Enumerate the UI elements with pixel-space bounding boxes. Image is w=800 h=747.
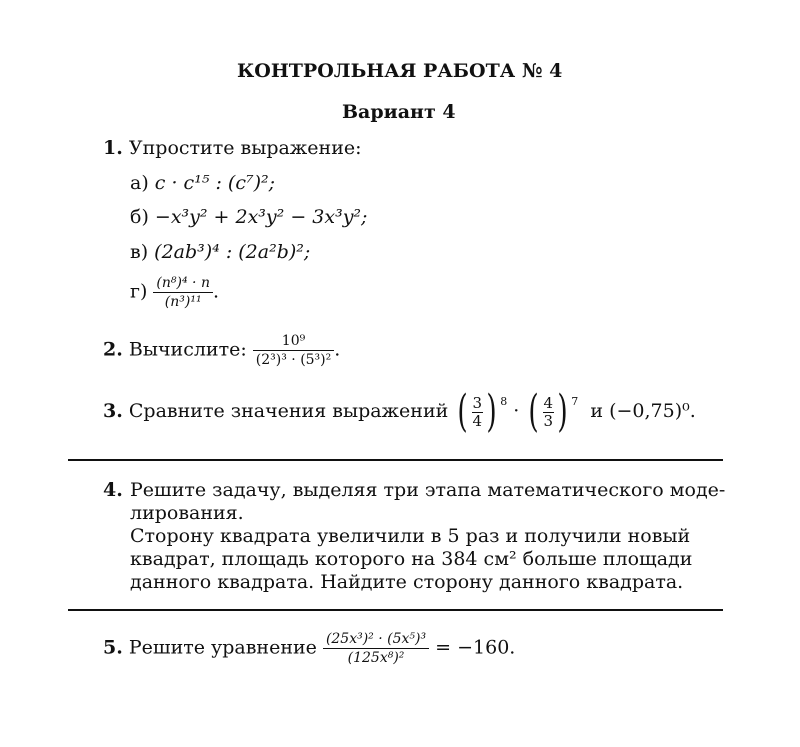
text-line: лирования. <box>130 502 244 524</box>
item-letter: в) <box>130 241 149 263</box>
fraction-denominator: 3 <box>543 411 554 430</box>
equation-rhs: = −160. <box>435 636 516 659</box>
task-1-item-a <box>130 174 275 193</box>
text-line: квадрат, площадь которого на 384 см² больше площади <box>130 548 693 570</box>
task-number: 4. <box>103 479 123 501</box>
fraction-numerator: 10⁹ <box>253 334 334 351</box>
expression: (−0,75)⁰. <box>609 400 696 422</box>
task-prompt: Вычислите: <box>128 338 247 361</box>
item-expression: −x³y² + 2x³y² − 3x³y²; <box>154 206 368 228</box>
fraction <box>472 393 484 430</box>
item-letter: б) <box>130 206 149 228</box>
task-1-item-v <box>130 243 310 262</box>
task-2 <box>103 334 340 367</box>
task-number: 5. <box>103 636 123 659</box>
fraction-numerator: (25x³)² · (5x⁵)³ <box>323 632 429 649</box>
fraction-denominator: (2³)³ · (5³)² <box>255 352 332 368</box>
power: 7 <box>571 394 579 408</box>
task-prompt: Сравните значения выражений <box>128 400 449 422</box>
task-1-heading <box>103 139 362 158</box>
fraction-numerator: (n⁸)⁴ · n <box>153 276 213 293</box>
task-prompt: Решите уравнение <box>128 636 317 659</box>
task-prompt: Упростите выражение: <box>128 137 362 159</box>
task-number: 3. <box>103 400 123 422</box>
fraction <box>543 393 555 430</box>
task-number: 2. <box>103 338 123 361</box>
fraction <box>253 334 334 367</box>
item-expression: (2ab³)⁴ : (2a²b)²; <box>154 241 311 263</box>
power: 8 <box>500 394 508 408</box>
item-expression: c · c¹⁵ : (c⁷)²; <box>154 172 276 194</box>
task-4-text <box>130 479 725 594</box>
variant-label: Вариант 4 <box>342 101 456 123</box>
conjunction: и <box>590 400 604 422</box>
fraction-denominator: (n³)¹¹ <box>164 294 202 310</box>
dot-operator: · <box>513 400 520 422</box>
fraction-denominator: (125x⁸)² <box>347 650 405 666</box>
divider <box>68 609 723 611</box>
fraction-numerator: 3 <box>472 393 483 412</box>
task-1-item-b <box>130 208 367 227</box>
text-line: Решите задачу, выделяя три этапа математического моде- <box>130 479 726 501</box>
fraction <box>323 632 429 665</box>
fraction-numerator: 4 <box>543 393 554 412</box>
item-letter: а) <box>130 172 149 194</box>
fraction-denominator: 4 <box>472 411 483 430</box>
task-number: 1. <box>103 137 123 159</box>
task-1-item-g <box>130 276 219 309</box>
item-end: . <box>212 280 220 303</box>
task-3: 3. Сравните значения выражений ( $\frac{3}{4}$ ) $^8$ · ( $\frac{4}{3}$ ) $^7$ и (−0,75)⁰. <box>103 386 696 437</box>
item-letter: г) <box>130 280 148 303</box>
text-line: данного квадрата. Найдите сторону данного квадрата. <box>130 571 684 593</box>
task-end: . <box>334 338 341 361</box>
divider <box>68 459 723 461</box>
page-title: КОНТРОЛЬНАЯ РАБОТА № 4 <box>237 60 563 82</box>
text-line: Сторону квадрата увеличили в 5 раз и получили новый <box>130 525 691 547</box>
task-5 <box>103 632 515 665</box>
fraction <box>153 276 213 309</box>
